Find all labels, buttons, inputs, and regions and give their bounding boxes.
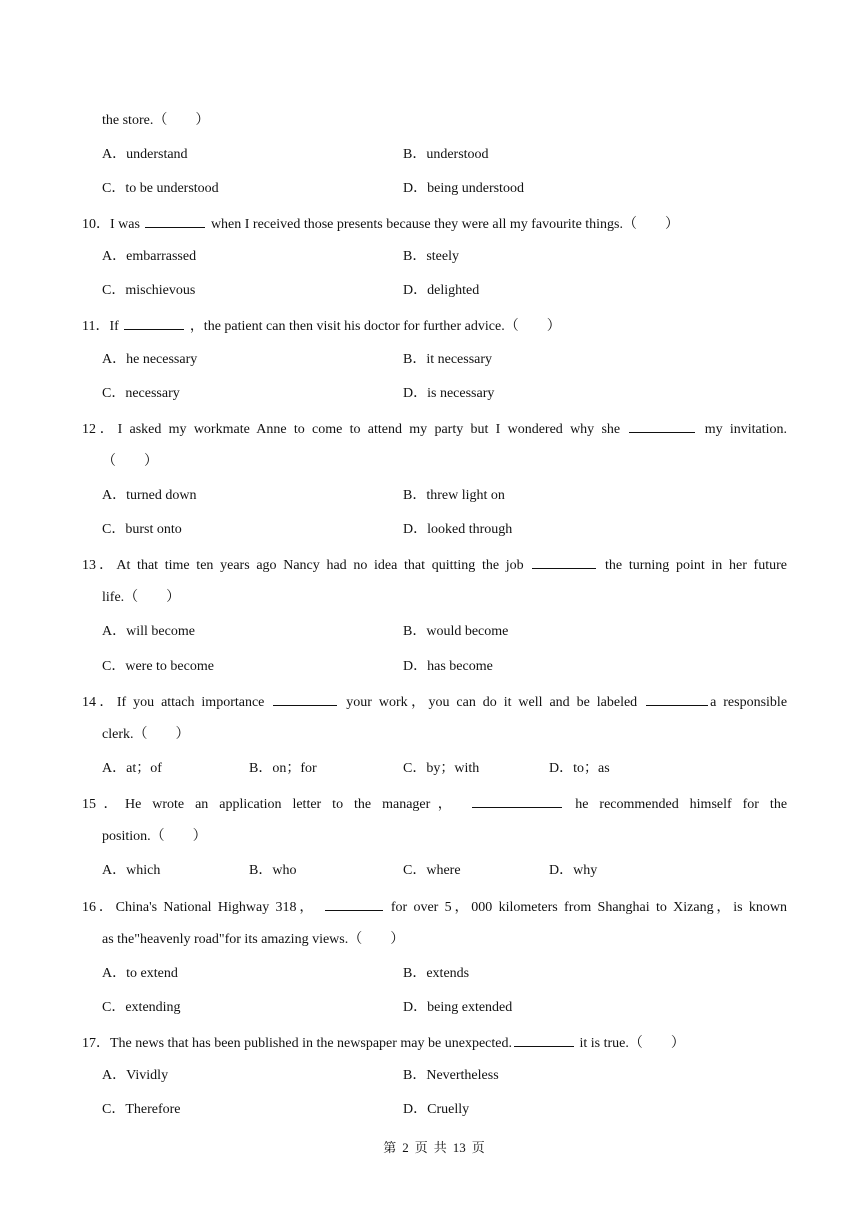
option-13c[interactable]: C．were to become	[102, 659, 214, 674]
option-14a[interactable]: A．at；of	[102, 761, 162, 776]
option-11b[interactable]: B．it necessary	[403, 352, 493, 367]
question-11-stem: 11．If ，the patient can then visit his doctor for further advice.（ ）	[82, 315, 787, 337]
option-10c[interactable]: C．mischievous	[102, 283, 196, 298]
option-9d[interactable]: D．being understood	[403, 181, 524, 196]
question-12-stem: 12．I asked my workmate Anne to come to attend my party but I wondered why she my invitation.	[82, 418, 787, 440]
option-10a[interactable]: A．embarrassed	[102, 249, 197, 264]
answer-blank[interactable]	[532, 554, 596, 569]
answer-blank[interactable]	[145, 213, 205, 228]
option-9a[interactable]: A．understand	[102, 147, 188, 162]
option-15d[interactable]: D．why	[549, 863, 598, 878]
option-16c[interactable]: C．extending	[102, 1000, 181, 1015]
option-12b[interactable]: B．threw light on	[403, 488, 505, 503]
option-10b[interactable]: B．steely	[403, 249, 459, 264]
question-15-stem: 15．He wrote an application letter to the manager， he recommended himself for the	[82, 793, 787, 815]
option-9c[interactable]: C．to be understood	[102, 181, 219, 196]
option-9b[interactable]: B．understood	[403, 147, 489, 162]
total-pages: 13	[452, 1140, 466, 1155]
option-16b[interactable]: B．extends	[403, 966, 470, 981]
option-13d[interactable]: D．has become	[403, 659, 493, 674]
question-16-continuation: as the"heavenly road"for its amazing views.（ ）	[102, 932, 405, 947]
page-footer: 第 2 页 共 13 页	[383, 1140, 485, 1155]
option-13b[interactable]: B．would become	[403, 624, 509, 639]
question-14-continuation: clerk.（ ）	[102, 727, 190, 742]
option-14c[interactable]: C．by；with	[403, 761, 480, 776]
option-17c[interactable]: C．Therefore	[102, 1102, 181, 1117]
question-15-continuation: position.（ ）	[102, 829, 207, 844]
answer-blank[interactable]	[273, 691, 337, 706]
question-17-stem: 17．The news that has been published in the newspaper may be unexpected. it is true.（ ）	[82, 1032, 787, 1054]
option-11a[interactable]: A．he necessary	[102, 352, 198, 367]
option-12d[interactable]: D．looked through	[403, 522, 513, 537]
current-page: 2	[402, 1140, 409, 1155]
option-10d[interactable]: D．delighted	[403, 283, 480, 298]
option-16a[interactable]: A．to extend	[102, 966, 178, 981]
answer-blank[interactable]	[646, 691, 708, 706]
option-14d[interactable]: D．to；as	[549, 761, 610, 776]
option-15b[interactable]: B．who	[249, 863, 297, 878]
question-13-continuation: life.（ ）	[102, 590, 181, 605]
option-13a[interactable]: A．will become	[102, 624, 195, 639]
question-10-stem: 10．I was when I received those presents because they were all my favourite things.（ ）	[82, 213, 787, 235]
option-15a[interactable]: A．which	[102, 863, 161, 878]
option-17a[interactable]: A．Vividly	[102, 1068, 169, 1083]
option-11d[interactable]: D．is necessary	[403, 386, 495, 401]
option-17d[interactable]: D．Cruelly	[403, 1102, 470, 1117]
option-12c[interactable]: C．burst onto	[102, 522, 182, 537]
option-16d[interactable]: D．being extended	[403, 1000, 513, 1015]
option-17b[interactable]: B．Nevertheless	[403, 1068, 499, 1083]
answer-blank[interactable]	[472, 793, 562, 808]
question-16-stem: 16．China's National Highway 318， for over 5，000 kilometers from Shanghai to Xizang，is known	[82, 896, 787, 918]
question-14-stem: 14．If you attach importance your work，you can do it well and be labeled a responsible	[82, 691, 787, 713]
option-14b[interactable]: B．on；for	[249, 761, 317, 776]
question-9-continuation: the store.（ ）	[102, 113, 210, 128]
answer-blank[interactable]	[325, 896, 383, 911]
option-12a[interactable]: A．turned down	[102, 488, 197, 503]
question-12-paren: （ ）	[102, 454, 158, 469]
answer-blank[interactable]	[629, 418, 695, 433]
option-15c[interactable]: C．where	[403, 863, 461, 878]
question-13-stem: 13．At that time ten years ago Nancy had no idea that quitting the job the turning point in her future	[82, 554, 787, 576]
answer-blank[interactable]	[514, 1032, 574, 1047]
answer-blank[interactable]	[124, 315, 184, 330]
option-11c[interactable]: C．necessary	[102, 386, 180, 401]
